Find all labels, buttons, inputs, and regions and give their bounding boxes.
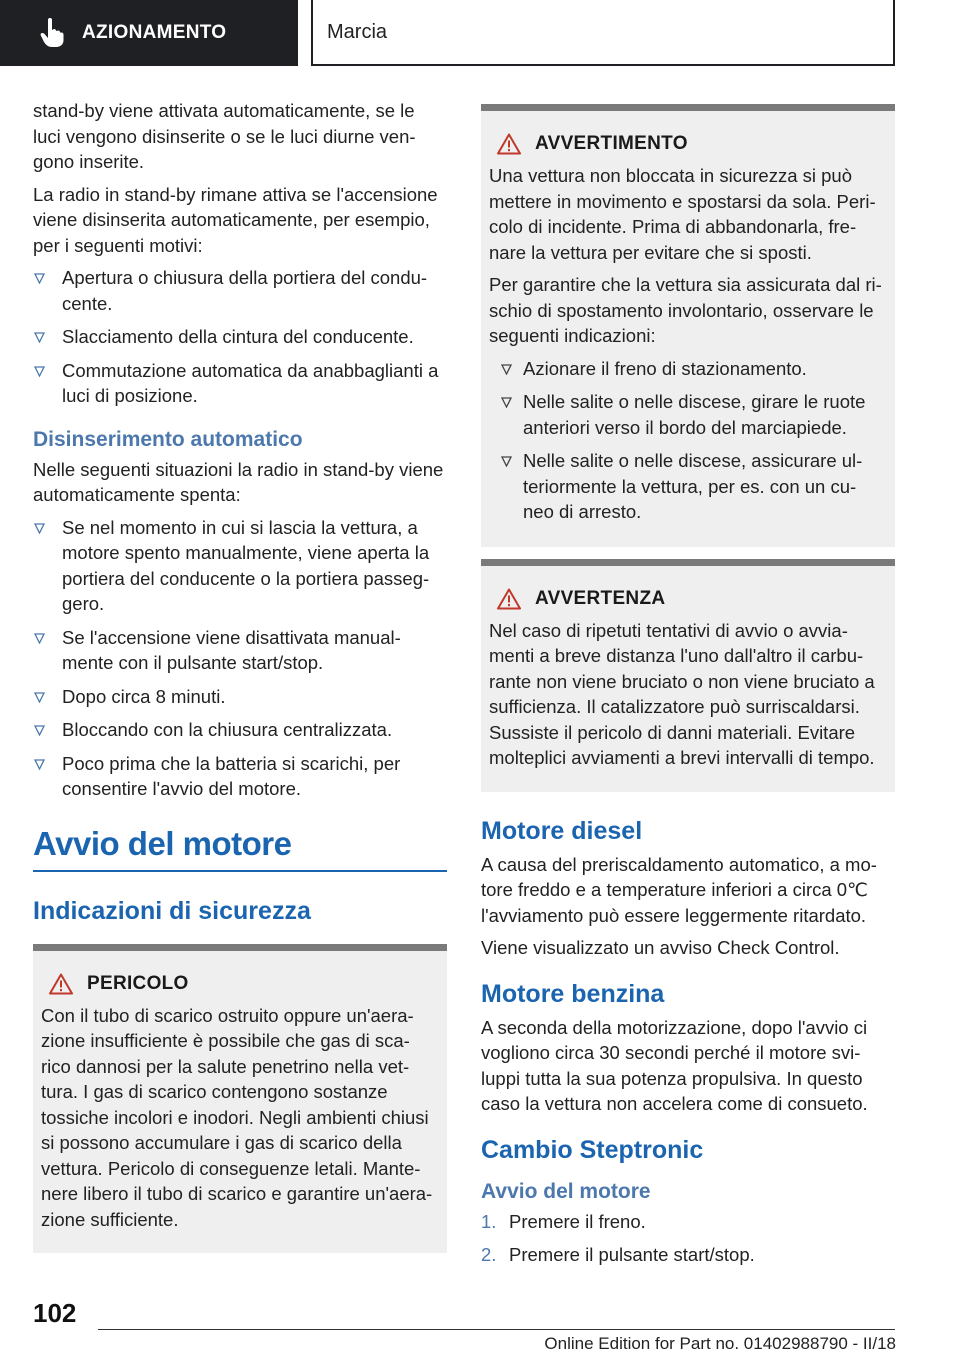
list-item-text: Bloccando con la chiusura centralizzata. <box>62 719 393 740</box>
triangle-bullet-icon <box>501 456 512 467</box>
list-item-text: Se nel momento in cui si lascia la vettura, a motore spento manualmente, viene aperta la portiera del conducente o la portiera passeg‐ gero. <box>62 516 430 614</box>
list-item <box>33 684 447 710</box>
triangle-bullet-icon <box>501 397 512 408</box>
page-number: 102 <box>33 1298 77 1328</box>
heading-indicazioni-sicurezza: Indicazioni di sicurezza <box>33 896 311 925</box>
list-item <box>33 515 447 617</box>
triangle-bullet-icon <box>34 759 45 770</box>
list-item-text: Apertura o chiusura della portiera del condu‐ cente. <box>62 267 428 314</box>
avvertimento-title: AVVERTIMENTO <box>535 133 688 154</box>
subsection-tab[interactable] <box>311 0 895 66</box>
triangle-bullet-icon <box>34 523 45 534</box>
step-text: Premere il freno. <box>509 1210 646 1232</box>
section-tab-label: AZIONAMENTO <box>82 22 227 43</box>
list-item <box>33 265 447 316</box>
warning-triangle-icon <box>497 588 521 610</box>
list-item-text: Azionare il freno di stazionamento. <box>523 357 807 379</box>
heading-cambio-steptronic: Cambio Steptronic <box>481 1135 704 1164</box>
warning-triangle-icon <box>497 133 521 155</box>
list-item-text: Se l'accensione viene disattivata manual‐ mente con il pulsante start/stop. <box>62 626 401 673</box>
left-column <box>33 98 447 1253</box>
avvertenza-box <box>481 559 895 792</box>
step-item <box>481 1209 895 1235</box>
avvertenza-header <box>489 588 887 610</box>
avvertenza-text: Nel caso di ripetuti tentativi di avvio o avvia‐ menti a breve distanza l'uno dall'altro il carbu‐ rante non viene bruciato o non viene bruciato a sufficienza. Il catalizzatore può surriscaldarsi. Sussiste il pericolo di danni materiali. Evitare molteplici avviamenti a brevi intervalli di tempo. <box>489 619 875 768</box>
list-item <box>33 324 447 350</box>
heading-motore-diesel: Motore diesel <box>481 816 643 845</box>
bullet-list <box>33 265 447 409</box>
list-item <box>33 717 447 743</box>
section-tab[interactable] <box>0 0 298 66</box>
avvertimento-text: Per garantire che la vettura sia assicurata dal ri‐ schio di spostamento involontario, osservare le seguenti indicazioni: <box>489 274 882 346</box>
avvertimento-header <box>489 133 887 155</box>
paragraph: La radio in stand-by rimane attiva se l'accensione viene disinserita automaticamente, per esempio, per i seguenti motivi: <box>33 183 438 256</box>
avvertenza-title: AVVERTENZA <box>535 587 666 609</box>
paragraph: A seconda della motorizzazione, dopo l'avvio ci vogliono circa 30 secondi perché il motore svi‐ luppi tutta la sua potenza propulsiva. In questo caso la vettura non accelera come di consueto. <box>481 1016 868 1114</box>
step-text: Premere il pulsante start/stop. <box>509 1244 755 1265</box>
list-item <box>489 389 887 440</box>
triangle-bullet-icon <box>34 273 45 284</box>
triangle-bullet-icon <box>34 725 45 736</box>
list-item-text: Commutazione automatica da anabbaglianti a luci di posizione. <box>62 359 439 406</box>
header-tabbar <box>0 0 960 66</box>
list-item <box>33 358 447 409</box>
list-item <box>33 751 447 802</box>
paragraph: Viene visualizzato un avviso Check Control. <box>481 937 840 958</box>
triangle-bullet-icon <box>501 364 512 375</box>
avvertimento-text: Una vettura non bloccata in sicurezza si può mettere in movimento e spostarsi da sola. Peri‐ colo di incidente. Prima di abbandonarla, fre‐ nare la vettura per evitare che si sposti. <box>489 165 876 263</box>
step-item <box>481 1242 895 1268</box>
paragraph: A causa del preriscaldamento automatico, a mo‐ tore freddo e a temperature inferiori a circa 0℃ l'avviamento può essere leggermente ritardato. <box>481 853 877 926</box>
subheading-avvio-del-motore: Avvio del motore <box>481 1179 651 1203</box>
footer-divider <box>98 1329 895 1330</box>
pericolo-header <box>41 973 439 995</box>
list-item <box>489 356 887 382</box>
hand-pointer-icon <box>40 18 64 48</box>
list-item <box>489 448 887 525</box>
pericolo-box <box>33 944 447 1254</box>
heading-avvio-del-motore: Avvio del motore <box>33 824 447 872</box>
triangle-bullet-icon <box>34 692 45 703</box>
triangle-bullet-icon <box>34 633 45 644</box>
list-item <box>33 625 447 676</box>
pericolo-text: Con il tubo di scarico ostruito oppure un'aera‐ zione insufficiente è possibile che gas di sca‐ rico dannosi per la salute penetrino nella vet‐ tura. I gas di scarico contengono sostanze tossiche incolori e inodori. Negli ambienti chiusi si possono accumulare i gas di scarico della vettura. Pericolo di conseguenze letali. Mante‐ nere libero il tubo di scarico e garantire un'aera‐ zione sufficiente. <box>41 1004 433 1230</box>
triangle-bullet-icon <box>34 332 45 343</box>
list-item-text: Poco prima che la batteria si scarichi, per consentire l'avvio del motore. <box>62 752 401 799</box>
step-number: 1. <box>481 1210 497 1232</box>
heading-motore-benzina: Motore benzina <box>481 979 665 1008</box>
paragraph: stand-by viene attivata automaticamente, se le luci vengono disinserite o se le luci diurne ven‐ gono inserite. <box>33 100 416 172</box>
warning-triangle-icon <box>49 973 73 995</box>
bullet-list <box>33 515 447 802</box>
pericolo-title: PERICOLO <box>87 972 189 994</box>
list-item-text: Dopo circa 8 minuti. <box>62 685 226 707</box>
avvertimento-box <box>481 104 895 547</box>
right-column <box>481 98 895 1276</box>
bullet-list <box>489 356 887 525</box>
paragraph: Nelle seguenti situazioni la radio in stand-by viene automaticamente spenta: <box>33 458 444 505</box>
numbered-steps <box>481 1209 895 1268</box>
step-number: 2. <box>481 1244 497 1265</box>
footer-edition: Online Edition for Part no. 01402988790 - II/18 <box>544 1334 896 1353</box>
subsection-tab-label: Marcia <box>327 20 388 43</box>
triangle-bullet-icon <box>34 366 45 377</box>
list-item-text: Nelle salite o nelle discese, girare le ruote anteriori verso il bordo del marciapiede. <box>523 391 866 438</box>
list-item-text: Slacciamento della cintura del conducente. <box>62 326 414 347</box>
subheading-disinserimento: Disinserimento automatico <box>33 427 303 451</box>
list-item-text: Nelle salite o nelle discese, assicurare ul‐ teriormente la vettura, per es. con un cu‐ neo di arresto. <box>523 450 863 522</box>
